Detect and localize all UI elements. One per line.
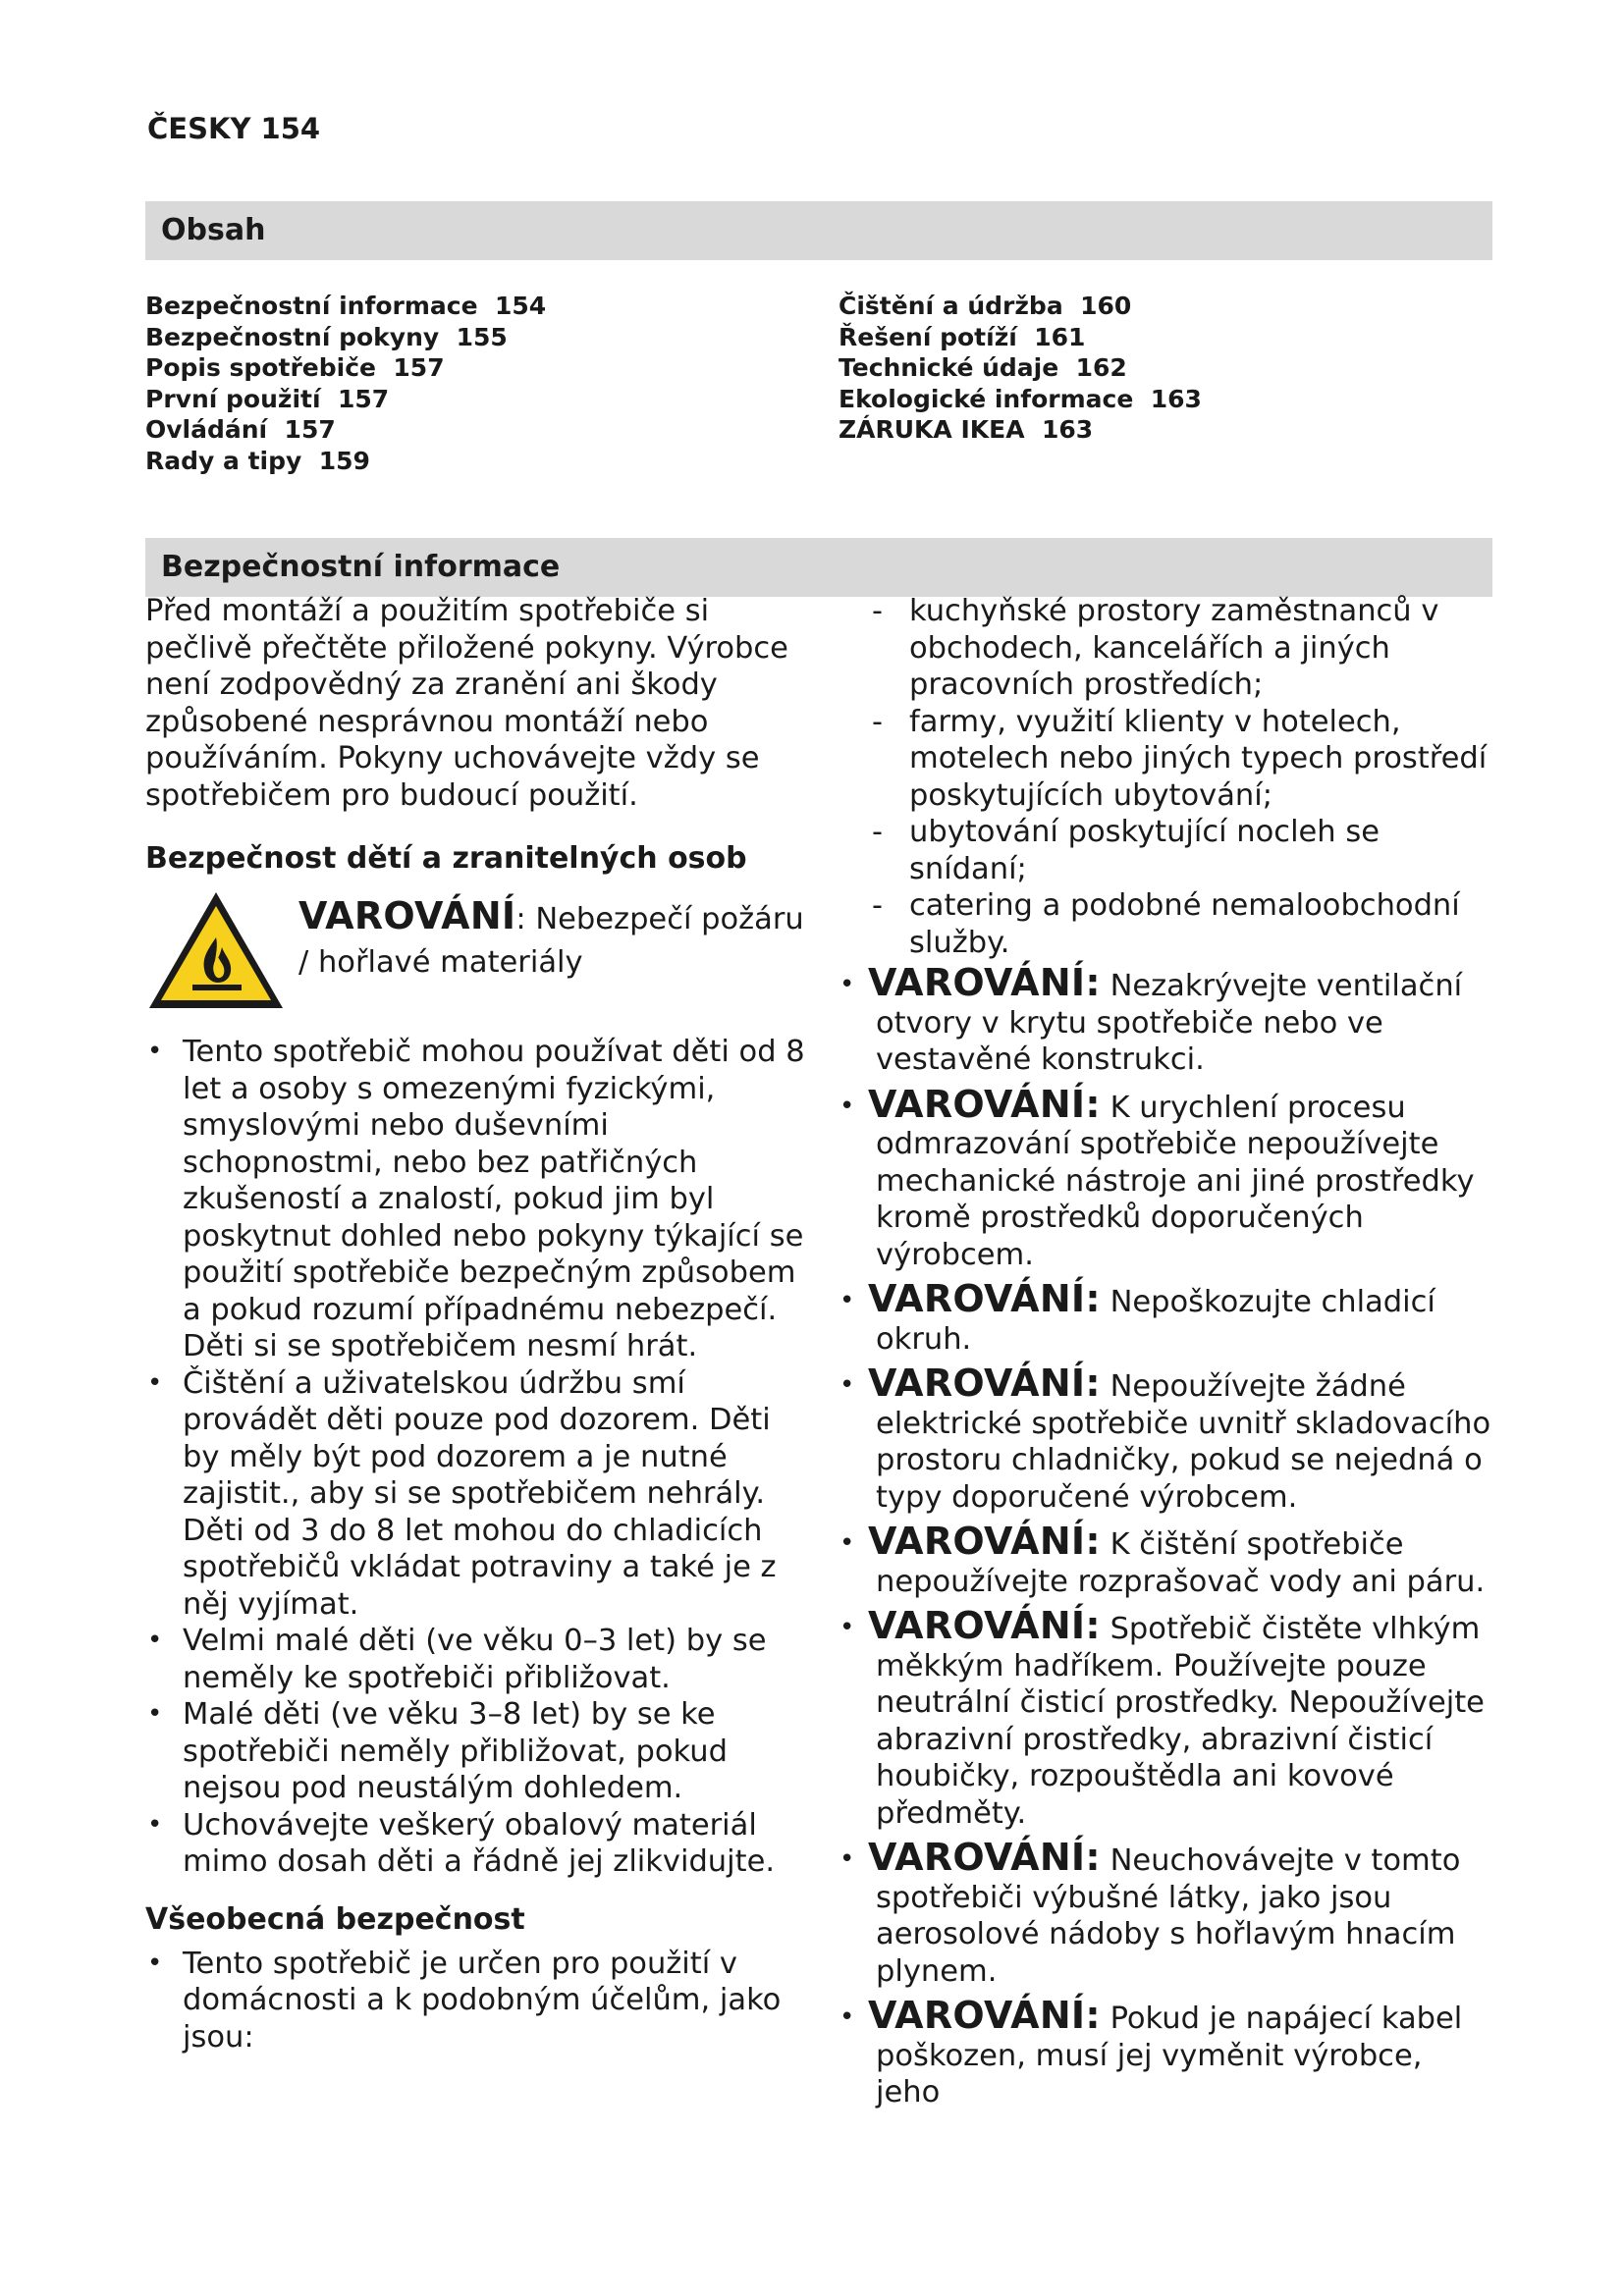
toc-entry[interactable]: Řešení potíží 161	[839, 322, 1086, 351]
warning-word: VAROVÁNÍ:	[868, 1082, 1101, 1126]
warning-word: VAROVÁNÍ	[298, 894, 516, 937]
fire-warning	[145, 888, 813, 1016]
list-item: - ubytování poskytující nocleh se snídaní;	[868, 814, 1492, 887]
safety-intro: Před montáží a použitím spotřebiče si pečlivě přečtěte přiložené pokyny. Výrobce není zodpovědný za zranění ani škody způsobené nesprávnou montáží nebo používáním. Pokyny uchovávejte vždy se spotřebičem pro budoucí použití.	[145, 594, 788, 813]
toc-heading: Obsah	[161, 213, 266, 247]
toc-entry[interactable]: Technické údaje 162	[839, 353, 1127, 382]
warning-word: VAROVÁNÍ:	[868, 1994, 1101, 2037]
list-item: - farmy, využití klienty v hotelech, motelech nebo jiných typech prostředí poskytujících ubytování;	[868, 704, 1492, 815]
toc-entry[interactable]: Čištění a údržba 160	[839, 292, 1132, 320]
toc-entry[interactable]: Ekologické informace 163	[839, 384, 1202, 413]
left-column	[145, 593, 813, 2056]
fire-warning-message: Nebezpečí požáru / hořlavé materiály	[298, 902, 804, 980]
toc-entry[interactable]: Bezpečnostní pokyny 155	[145, 322, 508, 351]
list-item: - catering a podobné nemaloobchodní služby.	[868, 887, 1492, 961]
warning-item: • VAROVÁNÍ: K čištění spotřebiče nepoužívejte rozprašovač vody ani páru.	[839, 1520, 1486, 1599]
toc-left-column	[145, 291, 546, 476]
general-safety-heading: Všeobecná bezpečnost	[145, 1901, 525, 1937]
toc-heading-bar	[145, 201, 1492, 260]
fire-warning-text: VAROVÁNÍ: Nebezpečí požáru / hořlavé materiály	[298, 894, 804, 980]
children-safety-list	[145, 1034, 813, 1881]
list-item: • Velmi malé děti (ve věku 0–3 let) by se neměly ke spotřebiči přibližovat.	[145, 1623, 813, 1696]
toc-entry[interactable]: Popis spotřebiče 157	[145, 353, 445, 382]
list-item: • Tento spotřebič mohou používat děti od 8 let a osoby s omezenými fyzickými, smyslovými nebo duševními schopnostmi, nebo bez patřičných zkušeností a znalostí, pokud jim byl poskytnut dohled nebo pokyny týkající se použití spotřebiče bezpečným způsobem a pokud rozumí případnému nebezpečí. Děti si se spotřebičem nesmí hrát.	[145, 1034, 813, 1365]
warning-item: • VAROVÁNÍ: Neuchovávejte v tomto spotřebiči výbušné látky, jako jsou aerosolové nádoby s hořlavým hnacím plynem.	[839, 1836, 1461, 1989]
toc-entry[interactable]: Ovládání 157	[145, 415, 336, 444]
children-safety-heading: Bezpečnost dětí a zranitelných osob	[145, 841, 747, 876]
warning-item: • VAROVÁNÍ: Nepoškozujte chladicí okruh.	[839, 1277, 1435, 1357]
warning-item: • VAROVÁNÍ: Nepoužívejte žádné elektrické spotřebiče uvnitř skladovacího prostoru chladničky, pokud se nejedná o typy doporučené výrobcem.	[839, 1362, 1491, 1515]
warning-word: VAROVÁNÍ:	[868, 1362, 1101, 1405]
toc-entry[interactable]: První použití 157	[145, 384, 390, 413]
warning-item: • VAROVÁNÍ: Spotřebič čistěte vlhkým měkkým hadříkem. Používejte pouze neutrální čisticí prostředky. Nepoužívejte abrazivní prostředky, abrazivní čisticí houbičky, rozpouštědla ani kovové předměty.	[839, 1604, 1485, 1831]
warning-word: VAROVÁNÍ:	[868, 1520, 1101, 1563]
page-label: ČESKY 154	[147, 112, 321, 145]
toc-entry[interactable]: ZÁRUKA IKEA 163	[839, 415, 1094, 444]
list-item: • Uchovávejte veškerý obalový materiál mimo dosah děti a řádně jej zlikvidujte.	[145, 1807, 813, 1881]
warning-item: • VAROVÁNÍ: K urychlení procesu odmrazování spotřebiče nepoužívejte mechanické nástroje ani jiné prostředky kromě prostředků doporučených výrobcem.	[839, 1082, 1475, 1272]
warning-item: • VAROVÁNÍ: Pokud je napájecí kabel poškozen, musí jej vyměnit výrobce, jeho	[839, 1994, 1463, 2109]
warning-item: • VAROVÁNÍ: Nezakrývejte ventilační otvory v krytu spotřebiče nebo ve vestavěné konstrukci.	[839, 961, 1463, 1077]
warning-word: VAROVÁNÍ:	[868, 1277, 1101, 1320]
warning-word: VAROVÁNÍ:	[868, 1604, 1101, 1647]
safety-heading: Bezpečnostní informace	[161, 550, 561, 584]
appliance-use-list	[868, 593, 1492, 961]
right-column	[839, 593, 1492, 2119]
flammable-warning-icon	[145, 888, 287, 1012]
list-item: - kuchyňské prostory zaměstnanců v obchodech, kancelářích a jiných pracovních prostředích;	[868, 593, 1492, 704]
safety-heading-bar	[145, 538, 1492, 597]
toc-entry[interactable]: Rady a tipy 159	[145, 446, 370, 475]
warnings-list	[839, 961, 1492, 2111]
warning-word: VAROVÁNÍ:	[868, 1836, 1101, 1879]
warning-word: VAROVÁNÍ:	[868, 961, 1101, 1004]
list-item: • Tento spotřebič je určen pro použití v domácnosti a k podobným účelům, jako jsou:	[145, 1946, 813, 2056]
list-item: • Malé děti (ve věku 3–8 let) by se ke spotřebiči neměly přibližovat, pokud nejsou pod neustálým dohledem.	[145, 1696, 813, 1807]
toc-right-column	[839, 291, 1202, 446]
general-safety-list	[145, 1946, 813, 2056]
list-item: • Čištění a uživatelskou údržbu smí provádět děti pouze pod dozorem. Děti by měly být pod dozorem a je nutné zajistit., aby si se spotřebičem nehrály. Děti od 3 do 8 let mohou do chladicích spotřebičů vkládat potraviny a také je z něj vyjímat.	[145, 1365, 813, 1624]
toc-entry[interactable]: Bezpečnostní informace 154	[145, 292, 547, 320]
